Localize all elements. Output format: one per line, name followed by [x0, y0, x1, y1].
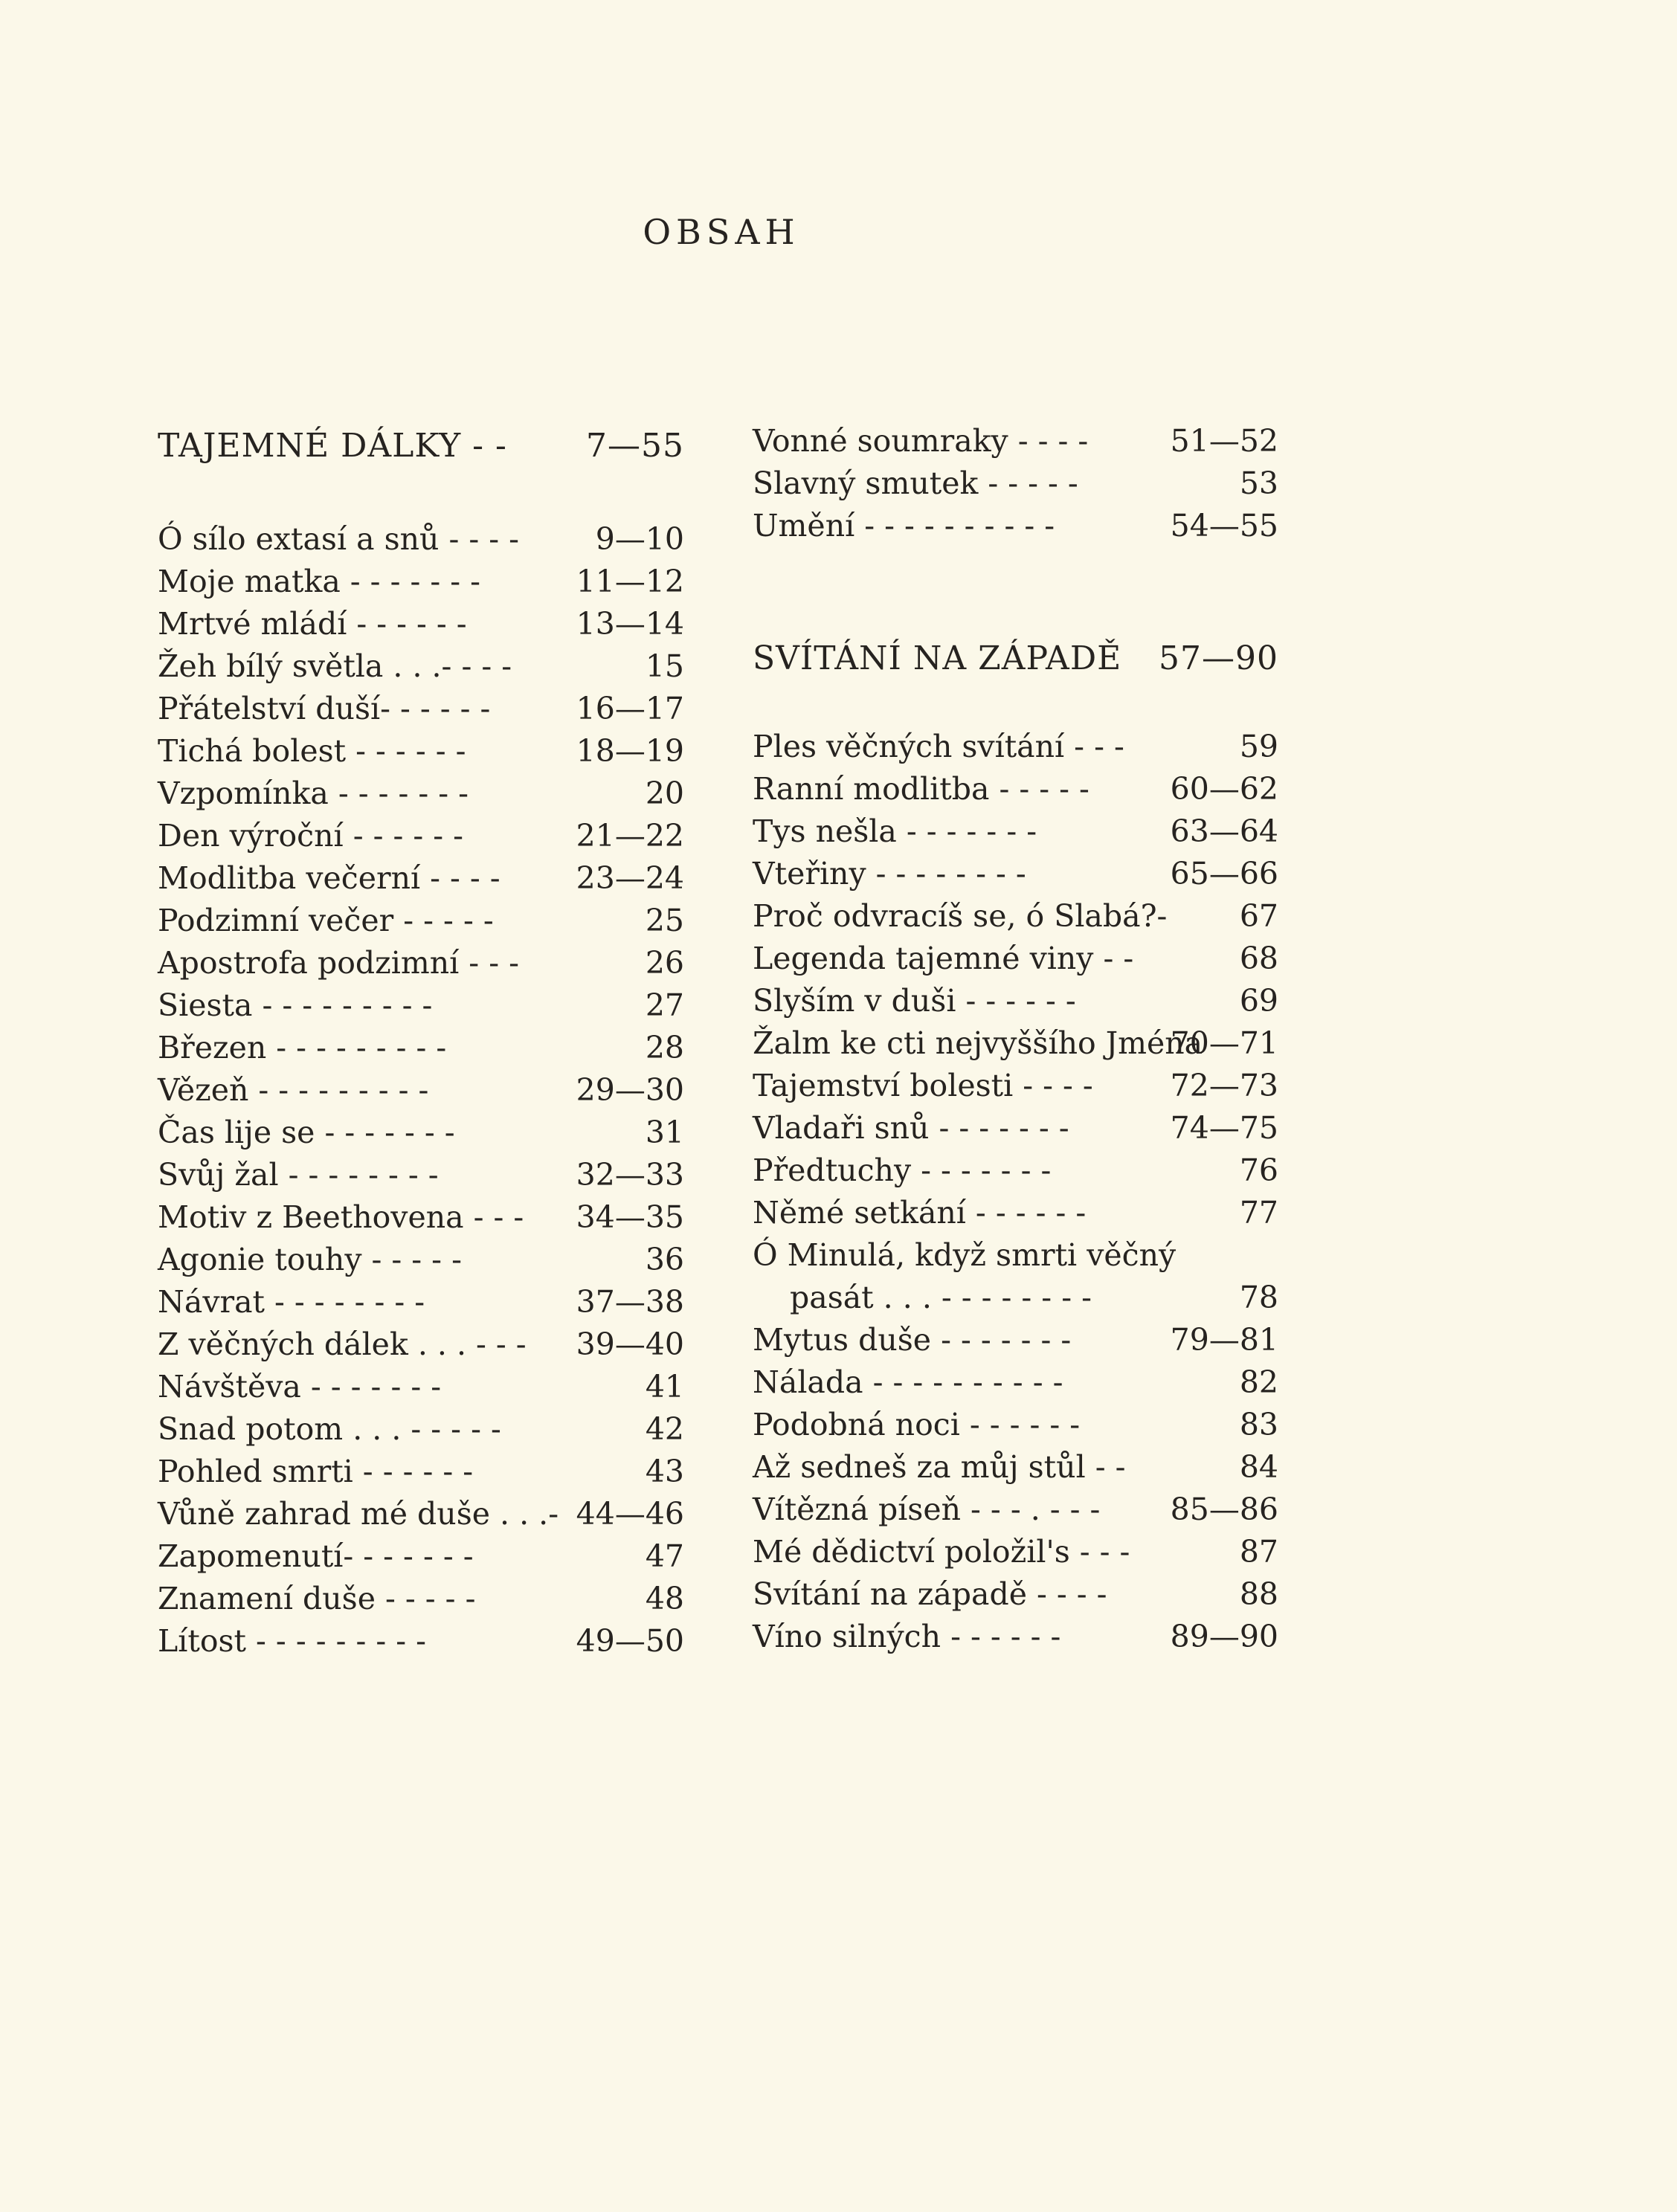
entry-title: Podzimní večer - - - - - — [158, 903, 494, 938]
entry-title: Vůně zahrad mé duše . . .- — [158, 1496, 559, 1532]
entry-title: Svítání na západě - - - - — [753, 1576, 1107, 1612]
toc-entry — [158, 1154, 684, 1196]
entry-pages: 29—30 — [576, 1072, 684, 1108]
toc-entry — [753, 980, 1278, 1022]
entry-title: Den výroční - - - - - - — [158, 818, 463, 854]
entry-title: Svůj žal - - - - - - - - — [158, 1157, 439, 1193]
toc-entry — [753, 1107, 1278, 1149]
entry-pages: 78 — [1239, 1280, 1278, 1315]
entry-title: Vítězná píseň - - - . - - - — [753, 1492, 1101, 1527]
section-title: TAJEMNÉ DÁLKY - - — [158, 427, 507, 465]
entry-pages: 87 — [1239, 1534, 1278, 1570]
entry-pages: 74—75 — [1170, 1110, 1278, 1146]
entry-title: Přátelství duší- - - - - - — [158, 691, 491, 726]
entry-pages: 15 — [645, 648, 684, 684]
toc-entry — [158, 815, 684, 857]
toc-entry — [158, 645, 684, 688]
toc-entry — [753, 810, 1278, 853]
toc-entry — [753, 1361, 1278, 1404]
toc-entry — [753, 1573, 1278, 1616]
entry-title: Vteřiny - - - - - - - - — [753, 856, 1026, 891]
entry-title-line2: pasát . . . - - - - - - - - — [790, 1280, 1092, 1315]
toc-entry — [753, 853, 1278, 895]
entry-title: Nálada - - - - - - - - - - — [753, 1364, 1063, 1400]
toc-entry — [158, 1493, 684, 1535]
entry-pages: 83 — [1239, 1407, 1278, 1442]
toc-entry — [158, 900, 684, 942]
entry-pages: 85—86 — [1170, 1492, 1278, 1527]
entry-pages: 48 — [645, 1581, 684, 1616]
toc-entry — [158, 1196, 684, 1239]
toc-entry — [158, 518, 684, 561]
toc-entry — [753, 1022, 1278, 1065]
entry-title: Lítost - - - - - - - - - — [158, 1623, 426, 1659]
toc-entry — [753, 1531, 1278, 1573]
entry-title: Víno silných - - - - - - — [753, 1619, 1061, 1654]
toc-entry — [753, 768, 1278, 810]
toc-right-column — [753, 420, 1278, 1658]
toc-entry — [158, 1535, 684, 1578]
entry-pages: 68 — [1239, 941, 1278, 976]
entry-pages: 39—40 — [576, 1326, 684, 1362]
entry-title: Ranní modlitba - - - - - — [753, 771, 1089, 807]
toc-entry — [753, 1149, 1278, 1192]
toc-entry — [158, 1112, 684, 1154]
entry-pages: 69 — [1239, 983, 1278, 1019]
entry-pages: 67 — [1239, 898, 1278, 934]
toc-entry — [753, 1616, 1278, 1658]
entry-pages: 77 — [1239, 1195, 1278, 1231]
entry-title: Agonie touhy - - - - - — [158, 1242, 462, 1277]
entry-pages: 42 — [645, 1411, 684, 1447]
toc-entry — [158, 1281, 684, 1323]
entry-pages: 47 — [645, 1538, 684, 1574]
toc-entry — [753, 505, 1278, 547]
entry-title: Tajemství bolesti - - - - — [753, 1068, 1093, 1103]
entry-pages: 54—55 — [1170, 508, 1278, 544]
entry-title: Návrat - - - - - - - - — [158, 1284, 425, 1320]
toc-entry — [753, 1446, 1278, 1489]
toc-entry — [158, 1578, 684, 1620]
entry-pages: 11—12 — [576, 564, 684, 599]
entry-title: Apostrofa podzimní - - - — [158, 945, 519, 981]
entry-pages: 13—14 — [576, 606, 684, 642]
entry-pages: 63—64 — [1170, 813, 1278, 849]
entry-pages: 43 — [645, 1454, 684, 1489]
entry-pages: 20 — [645, 776, 684, 811]
entry-pages: 59 — [1239, 729, 1278, 764]
entry-title: Čas lije se - - - - - - - — [158, 1115, 455, 1150]
toc-entry — [753, 938, 1278, 980]
entry-pages: 25 — [645, 903, 684, 938]
toc-entry — [753, 1489, 1278, 1531]
entry-pages: 31 — [645, 1115, 684, 1150]
entry-pages: 49—50 — [576, 1623, 684, 1659]
entry-title-line1: Ó Minulá, když smrti věčný — [753, 1237, 1177, 1273]
entry-pages: 65—66 — [1170, 856, 1278, 891]
entry-pages: 88 — [1239, 1576, 1278, 1612]
entry-title: Až sedneš za můj stůl - - — [753, 1449, 1126, 1485]
entry-pages: 79—81 — [1170, 1322, 1278, 1358]
entry-title: Znamení duše - - - - - — [158, 1581, 476, 1616]
toc-entry — [158, 1620, 684, 1663]
entry-title: Legenda tajemné viny - - — [753, 941, 1134, 976]
entry-title: Zapomenutí- - - - - - - — [158, 1538, 474, 1574]
page-title: OBSAH — [643, 212, 800, 252]
toc-entry — [158, 1239, 684, 1281]
toc-entry — [753, 1319, 1278, 1361]
toc-entry — [753, 726, 1278, 768]
toc-entry — [753, 1404, 1278, 1446]
toc-entry — [753, 1065, 1278, 1107]
toc-entry — [158, 1451, 684, 1493]
entry-title: Vězeň - - - - - - - - - — [158, 1072, 429, 1108]
entry-pages: 21—22 — [576, 818, 684, 854]
entry-title: Vonné soumraky - - - - — [753, 423, 1089, 459]
entry-title: Mé dědictví položil's - - - — [753, 1534, 1130, 1570]
entry-title: Snad potom . . . - - - - - — [158, 1411, 501, 1447]
toc-entry — [753, 462, 1278, 505]
entry-title: Podobná noci - - - - - - — [753, 1407, 1081, 1442]
toc-entry — [158, 1069, 684, 1112]
toc-entry — [158, 942, 684, 984]
toc-entry — [753, 895, 1278, 938]
entry-pages: 26 — [645, 945, 684, 981]
entry-title: Žeh bílý světla . . .- - - - — [158, 648, 512, 684]
toc-entry — [158, 984, 684, 1027]
entry-title: Ó sílo extasí a snů - - - - — [158, 521, 519, 557]
entry-title: Tichá bolest - - - - - - — [158, 733, 466, 769]
toc-left-column — [158, 420, 684, 1663]
entry-title: Mytus duše - - - - - - - — [753, 1322, 1072, 1358]
entry-title: Vladaři snů - - - - - - - — [753, 1110, 1069, 1146]
toc-entry — [158, 773, 684, 815]
entry-title: Moje matka - - - - - - - — [158, 564, 480, 599]
entry-pages: 51—52 — [1170, 423, 1278, 459]
toc-entry — [753, 1192, 1278, 1234]
entry-pages: 27 — [645, 987, 684, 1023]
section-pages: 7—55 — [586, 427, 684, 465]
entry-pages: 23—24 — [576, 860, 684, 896]
entry-title: Umění - - - - - - - - - - — [753, 508, 1055, 544]
entry-pages: 53 — [1239, 465, 1278, 501]
entry-title: Tys nešla - - - - - - - — [753, 813, 1037, 849]
entry-title: Ples věčných svítání - - - — [753, 729, 1124, 764]
toc-entry — [753, 420, 1278, 462]
toc-entry — [158, 561, 684, 603]
entry-title: Motiv z Beethovena - - - — [158, 1199, 524, 1235]
entry-title: Březen - - - - - - - - - — [158, 1030, 447, 1065]
entry-pages: 60—62 — [1170, 771, 1278, 807]
spacer — [753, 547, 1278, 633]
toc-entry — [158, 688, 684, 730]
entry-pages: 76 — [1239, 1152, 1278, 1188]
toc-entry — [158, 730, 684, 773]
entry-pages: 28 — [645, 1030, 684, 1065]
entry-pages: 72—73 — [1170, 1068, 1278, 1103]
entry-pages: 37—38 — [576, 1284, 684, 1320]
entry-title: Mrtvé mládí - - - - - - — [158, 606, 467, 642]
toc-section-heading — [753, 633, 1278, 685]
toc-section-heading — [158, 420, 684, 472]
entry-pages: 70—71 — [1170, 1025, 1278, 1061]
section-pages: 57—90 — [1159, 639, 1278, 677]
toc-entry — [753, 1234, 1278, 1319]
entry-pages: 41 — [645, 1369, 684, 1405]
toc-entry — [158, 1323, 684, 1366]
entry-pages: 16—17 — [576, 691, 684, 726]
entry-title: Žalm ke cti nejvyššího Jména — [753, 1025, 1203, 1061]
entry-title: Předtuchy - - - - - - - — [753, 1152, 1052, 1188]
entry-title: Siesta - - - - - - - - - — [158, 987, 433, 1023]
entry-pages: 89—90 — [1170, 1619, 1278, 1654]
section-title: SVÍTÁNÍ NA ZÁPADĚ — [753, 639, 1122, 677]
spacer — [158, 472, 684, 518]
entry-title: Z věčných dálek . . . - - - — [158, 1326, 527, 1362]
entry-title: Němé setkání - - - - - - — [753, 1195, 1087, 1231]
toc-entry — [158, 603, 684, 645]
toc-entry — [158, 857, 684, 900]
toc-entry — [158, 1027, 684, 1069]
entry-title: Slavný smutek - - - - - — [753, 465, 1078, 501]
toc-entry — [158, 1408, 684, 1451]
entry-pages: 82 — [1239, 1364, 1278, 1400]
entry-pages: 9—10 — [595, 521, 684, 557]
toc-entry — [158, 1366, 684, 1408]
entry-pages: 84 — [1239, 1449, 1278, 1485]
entry-pages: 34—35 — [576, 1199, 684, 1235]
entry-pages: 44—46 — [576, 1496, 684, 1532]
entry-pages: 36 — [645, 1242, 684, 1277]
spacer — [753, 685, 1278, 726]
entry-title: Modlitba večerní - - - - — [158, 860, 500, 896]
entry-title: Návštěva - - - - - - - — [158, 1369, 442, 1405]
entry-pages: 18—19 — [576, 733, 684, 769]
entry-title: Vzpomínka - - - - - - - — [158, 776, 469, 811]
entry-title: Proč odvracíš se, ó Slabá?- — [753, 898, 1168, 934]
entry-pages: 32—33 — [576, 1157, 684, 1193]
entry-title: Pohled smrti - - - - - - — [158, 1454, 474, 1489]
entry-title: Slyším v duši - - - - - - — [753, 983, 1076, 1019]
